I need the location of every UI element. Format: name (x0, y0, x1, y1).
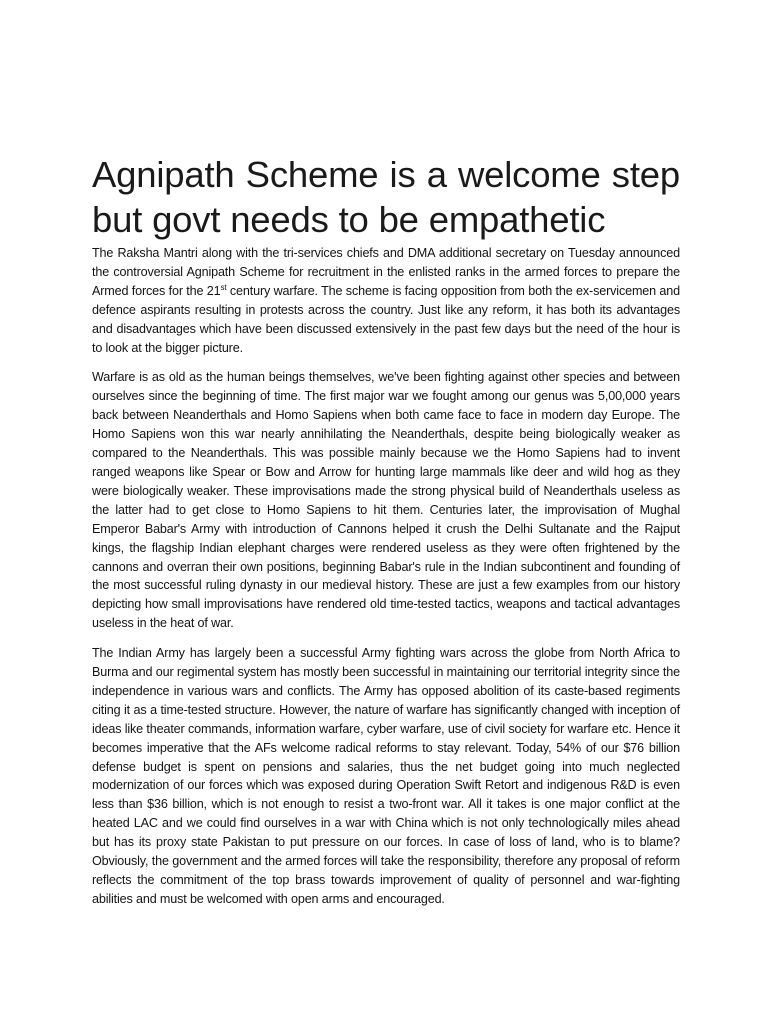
paragraph-intro-text-b: century warfare. The scheme is facing opposition from both the ex-servicemen and defence aspirants resulting in protests across the country. Just like any reform, it has both its advantages and disadvantages which have been discussed extensively in the past few days but the need of the hour is to look at the bigger picture. (92, 283, 680, 355)
paragraph-intro-text-a: The Raksha Mantri along with the tri-services chiefs and DMA additional secretary on Tuesday announced the controversial Agnipath Scheme for recruitment in the enlisted ranks in the armed forces to prepare the Armed forces for the 21 (92, 246, 680, 298)
paragraph-indian-army: The Indian Army has largely been a successful Army fighting wars across the globe from North Africa to Burma and our regimental system has mostly been successful in maintaining our territorial integrity since the independence in various wars and conflicts. The Army has opposed abolition of its caste-based regiments citing it as a time-tested structure. However, the nature of warfare has significantly changed with inception of ideas like theater commands, information warfare, cyber warfare, use of civil society for warfare etc. Hence it becomes imperative that the AFs welcome radical reforms to stay relevant. Today, 54% of our $76 billion defense budget is spent on pensions and salaries, thus the net budget going into much neglected modernization of our forces which was exposed during Operation Swift Retort and indigenous R&D is even less than $36 billion, which is not enough to resist a two-front war. All it takes is one major conflict at the heated LAC and we could find ourselves in a war with China which is not only technologically miles ahead but has its proxy state Pakistan to put pressure on our forces. In case of loss of land, who is to blame? Obviously, the government and the armed forces will take the responsibility, therefore any proposal of reform reflects the commitment of the top brass towards improvement of quality of personnel and war-fighting abilities and must be welcomed with open arms and encouraged. (92, 646, 680, 906)
article-title: Agnipath Scheme is a welcome step but govt needs to be empathetic (92, 154, 680, 240)
ordinal-superscript: st (220, 282, 227, 292)
paragraph-intro (92, 244, 680, 357)
document-page (92, 152, 680, 920)
paragraph-history: Warfare is as old as the human beings themselves, we've been fighting against other species and between ourselves since the beginning of time. The first major war we fought among our genus was 5,00,000 years back between Neanderthals and Homo Sapiens when both came face to face in modern day Europe. The Homo Sapiens won this war nearly annihilating the Neanderthals, despite being biologically weaker as compared to the Neanderthals. This was possible mainly because we the Homo Sapiens had to invent ranged weapons like Spear or Bow and Arrow for hunting large mammals like deer and wild hog as they were biologically weaker. These improvisations made the strong physical build of Neanderthals useless as the latter had to get close to Homo Sapiens to hit them. Centuries later, the improvisation of Mughal Emperor Babar's Army with introduction of Cannons helped it crush the Delhi Sultanate and the Rajput kings, the flagship Indian elephant charges were rendered useless as they were often frightened by the cannons and overran their own positions, beginning Babar's rule in the Indian subcontinent and founding of the most successful ruling dynasty in our medieval history. These are just a few examples from our history depicting how small improvisations have rendered old time-tested tactics, weapons and tactical advantages useless in the heat of war. (92, 370, 680, 631)
